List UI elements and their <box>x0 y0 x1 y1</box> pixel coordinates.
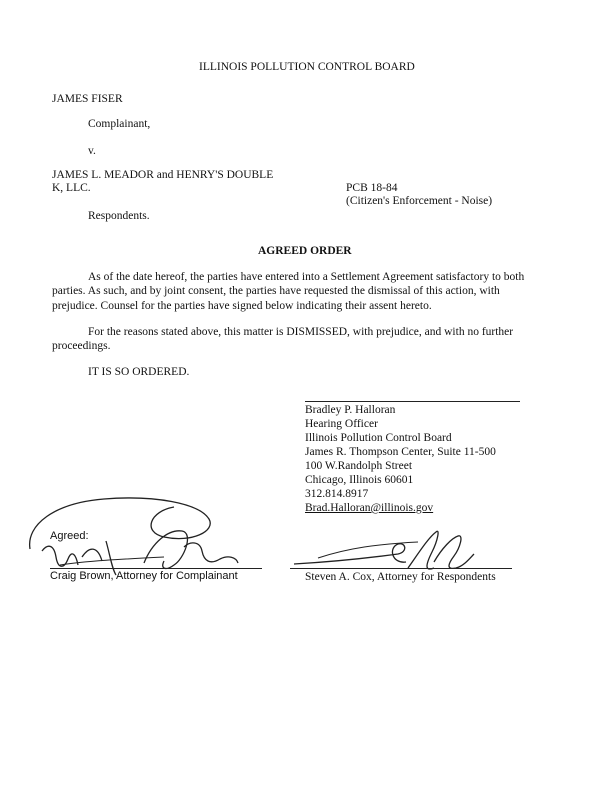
order-paragraph-1: As of the date hereof, the parties have entered into a Settlement Agreement satisfactory to both parties. As such, and by joint consent, the parties have requested the dismissal of this action, with prejudice. Counsel for the parties have signed below indicating their assent hereto. <box>52 271 525 312</box>
order-title: AGREED ORDER <box>258 245 352 257</box>
case-number: PCB 18-84 <box>346 182 398 194</box>
agreed-label: Agreed: <box>50 530 89 542</box>
respondents-names-line2: K, LLC. <box>52 182 91 194</box>
hearing-officer-building: James R. Thompson Center, Suite 11-500 <box>305 446 496 458</box>
order-paragraph-2: For the reasons stated above, this matter is DISMISSED, with prejudice, and with no further proceedings. <box>52 326 514 353</box>
respondents-signature-line <box>290 568 512 569</box>
versus-text: v. <box>88 145 96 157</box>
board-header: ILLINOIS POLLUTION CONTROL BOARD <box>199 61 415 73</box>
complainant-signer-name: Craig Brown, Attorney for Complainant <box>50 570 238 582</box>
complainant-name: JAMES FISER <box>52 93 123 105</box>
hearing-officer-email-link[interactable]: Brad.Halloran@illinois.gov <box>305 502 434 514</box>
respondents-signer-name: Steven A. Cox, Attorney for Respondents <box>305 571 496 583</box>
hearing-officer-city: Chicago, Illinois 60601 <box>305 474 414 486</box>
hearing-officer-phone: 312.814.8917 <box>305 488 369 500</box>
hearing-officer-agency: Illinois Pollution Control Board <box>305 432 452 444</box>
hearing-officer-signature-line <box>305 401 520 402</box>
complainant-signature-line <box>50 568 262 569</box>
hearing-officer-street: 100 W.Randolph Street <box>305 460 413 472</box>
complainant-role: Complainant, <box>88 118 151 130</box>
hearing-officer-name: Bradley P. Halloran <box>305 404 396 416</box>
respondents-role: Respondents. <box>88 210 150 222</box>
so-ordered-text: IT IS SO ORDERED. <box>88 366 190 378</box>
respondents-names-line1: JAMES L. MEADOR and HENRY'S DOUBLE <box>52 169 274 181</box>
hearing-officer-title: Hearing Officer <box>305 418 378 430</box>
case-type: (Citizen's Enforcement - Noise) <box>346 195 493 207</box>
